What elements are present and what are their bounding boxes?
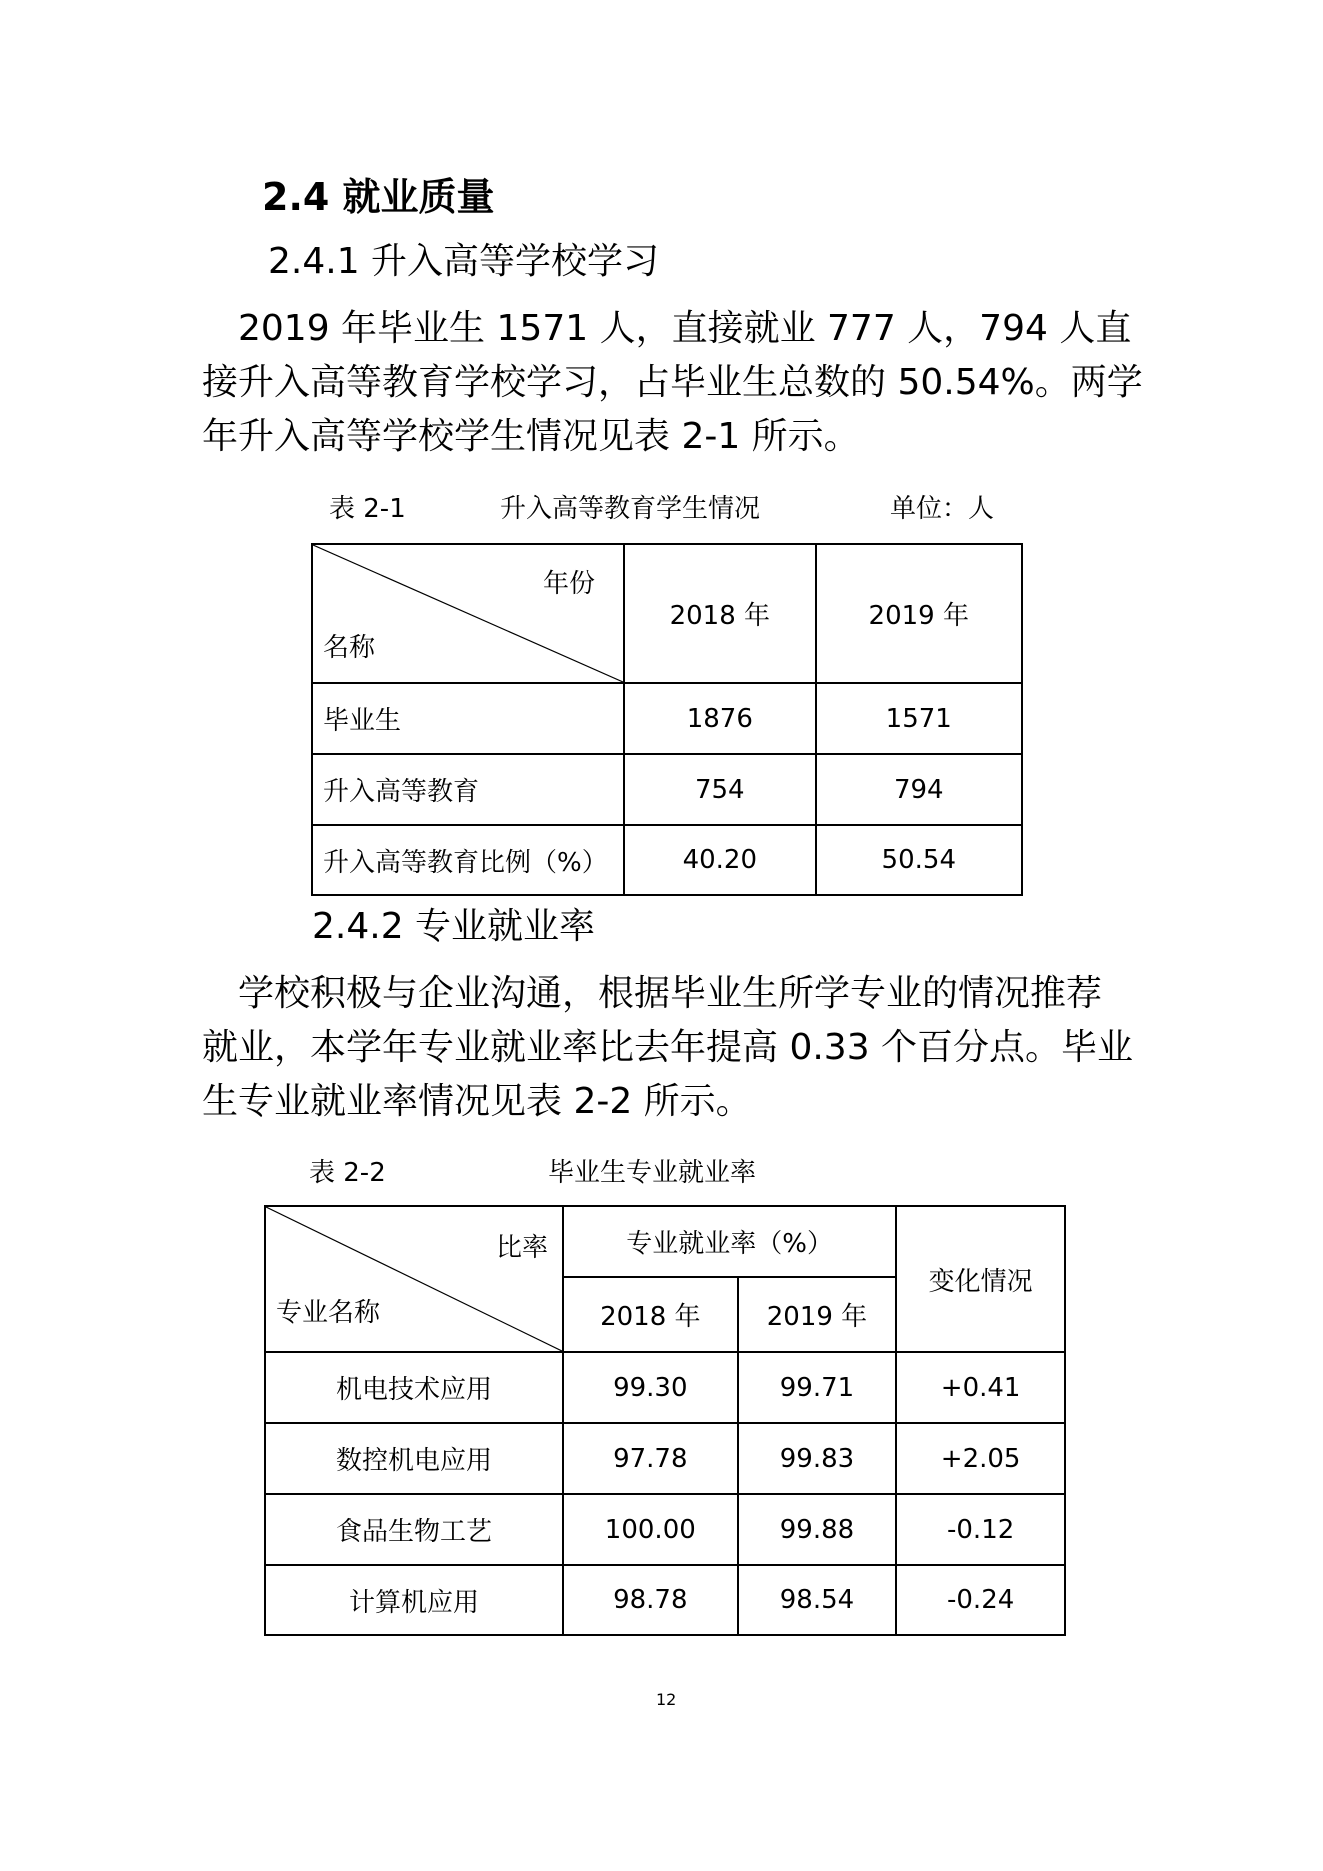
paragraph-2-4-1 bbox=[202, 302, 1142, 464]
table-cell: 1571 bbox=[816, 683, 1022, 754]
subsection-heading-2-4-2: 2.4.2 专业就业率 bbox=[312, 906, 596, 947]
table-cell: 99.71 bbox=[738, 1352, 897, 1423]
paragraph-line: 学校积极与企业沟通，根据毕业生所学专业的情况推荐 bbox=[202, 973, 1103, 1014]
row-label: 机电技术应用 bbox=[265, 1352, 563, 1423]
paragraph-2-4-2 bbox=[202, 967, 1142, 1129]
row-label: 升入高等教育比例（%） bbox=[312, 825, 624, 895]
table-cell: 100.00 bbox=[563, 1494, 738, 1565]
row-label: 毕业生 bbox=[312, 683, 624, 754]
row-label: 升入高等教育 bbox=[312, 754, 624, 825]
paragraph-line: 接升入高等教育学校学习，占毕业生总数的 50.54%。两学 bbox=[202, 362, 1143, 403]
table-cell: -0.24 bbox=[896, 1565, 1065, 1635]
subsection-heading-2-4-1: 2.4.1 升入高等学校学习 bbox=[268, 241, 660, 282]
group-header: 专业就业率（%） bbox=[563, 1206, 896, 1277]
table-cell: 40.20 bbox=[624, 825, 816, 895]
column-header: 2018 年 bbox=[563, 1277, 738, 1352]
table-number: 表 2-2 bbox=[309, 1158, 386, 1188]
table-cell: 99.88 bbox=[738, 1494, 897, 1565]
row-label: 食品生物工艺 bbox=[265, 1494, 563, 1565]
table-cell: +2.05 bbox=[896, 1423, 1065, 1494]
paragraph-line: 2019 年毕业生 1571 人，直接就业 777 人，794 人直 bbox=[202, 308, 1132, 349]
table-corner-cell bbox=[312, 544, 624, 683]
column-header: 2019 年 bbox=[816, 544, 1022, 683]
table-row bbox=[312, 683, 1022, 754]
row-label: 数控机电应用 bbox=[265, 1423, 563, 1494]
column-header: 2019 年 bbox=[738, 1277, 897, 1352]
table-row bbox=[312, 825, 1022, 895]
table-cell: +0.41 bbox=[896, 1352, 1065, 1423]
paragraph-line: 生专业就业率情况见表 2-2 所示。 bbox=[202, 1081, 752, 1122]
paragraph-line: 年升入高等学校学生情况见表 2-1 所示。 bbox=[202, 416, 860, 457]
table-cell: -0.12 bbox=[896, 1494, 1065, 1565]
table-cell: 1876 bbox=[624, 683, 816, 754]
table-unit: 单位：人 bbox=[890, 494, 995, 524]
section-heading: 2.4 就业质量 bbox=[262, 175, 495, 219]
table-row bbox=[265, 1494, 1065, 1565]
paragraph-line: 就业，本学年专业就业率比去年提高 0.33 个百分点。毕业 bbox=[202, 1027, 1134, 1068]
page-number: 12 bbox=[656, 1690, 677, 1709]
table-cell: 794 bbox=[816, 754, 1022, 825]
table-corner-cell bbox=[265, 1206, 563, 1352]
column-header: 2018 年 bbox=[624, 544, 816, 683]
table-cell: 98.78 bbox=[563, 1565, 738, 1635]
table-cell: 99.83 bbox=[738, 1423, 897, 1494]
table-title: 毕业生专业就业率 bbox=[548, 1158, 757, 1188]
change-header: 变化情况 bbox=[896, 1206, 1065, 1352]
corner-column-label: 年份 bbox=[543, 569, 596, 599]
table-number: 表 2-1 bbox=[329, 494, 406, 524]
table-cell: 99.30 bbox=[563, 1352, 738, 1423]
corner-row-label: 专业名称 bbox=[276, 1298, 381, 1328]
corner-column-label: 比率 bbox=[495, 1233, 548, 1263]
table-2-1 bbox=[311, 543, 1023, 896]
corner-row-label: 名称 bbox=[323, 633, 376, 663]
table-title: 升入高等教育学生情况 bbox=[500, 494, 761, 524]
table-cell: 50.54 bbox=[816, 825, 1022, 895]
table-row bbox=[265, 1565, 1065, 1635]
table-row bbox=[265, 1352, 1065, 1423]
table-cell: 97.78 bbox=[563, 1423, 738, 1494]
table-cell: 754 bbox=[624, 754, 816, 825]
table-cell: 98.54 bbox=[738, 1565, 897, 1635]
table-row bbox=[265, 1423, 1065, 1494]
table-row bbox=[312, 754, 1022, 825]
table-2-2 bbox=[264, 1205, 1066, 1636]
row-label: 计算机应用 bbox=[265, 1565, 563, 1635]
